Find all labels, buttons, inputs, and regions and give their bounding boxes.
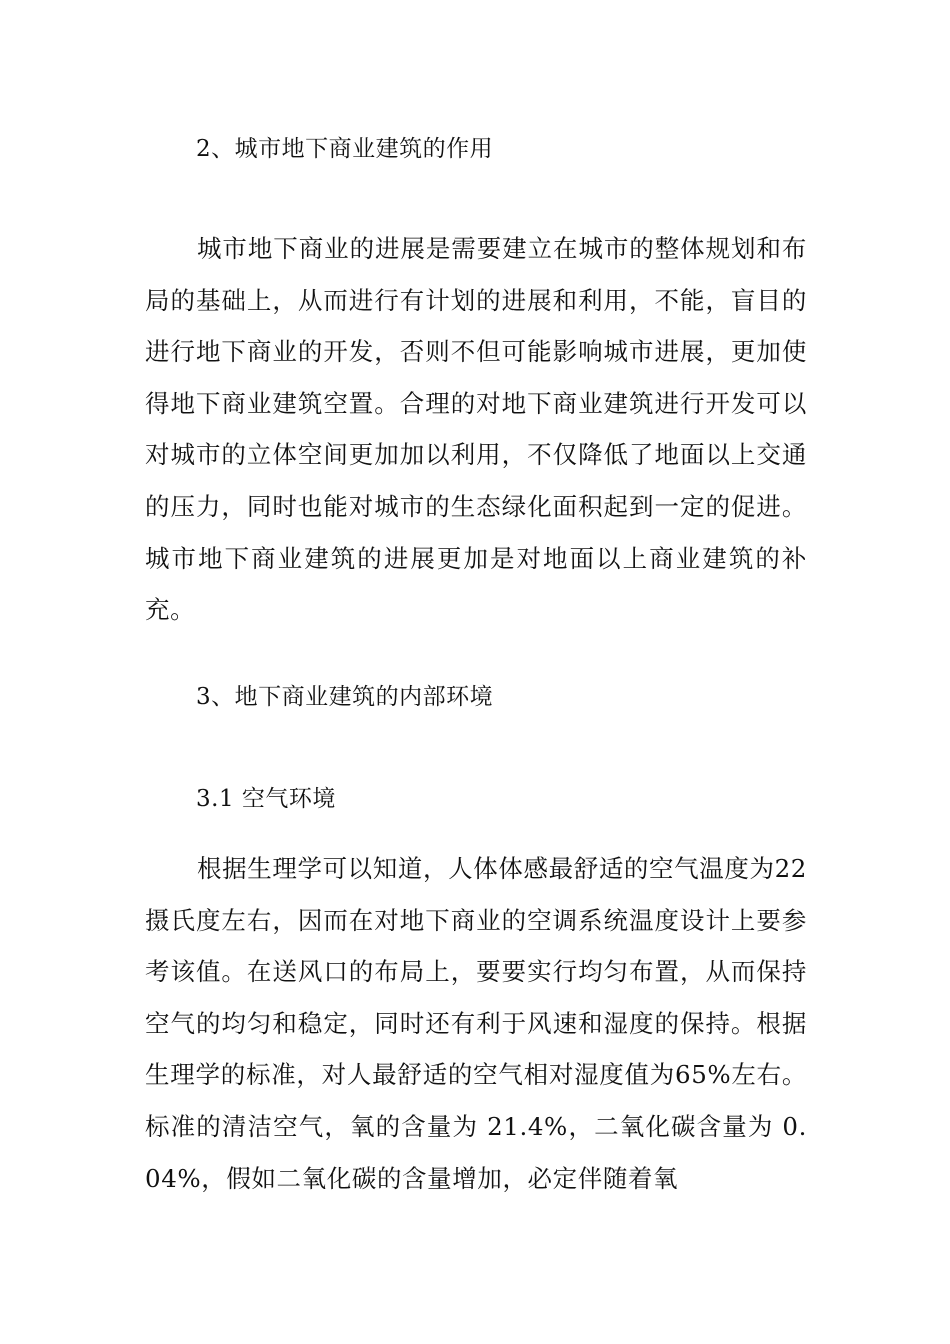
section-heading-2: 2、城市地下商业建筑的作用 [196,136,494,162]
section-3-1-paragraph: 根据生理学可以知道，人体体感最舒适的空气温度为22摄氏度左右，因而在对地下商业的空调系统温度设计上要参考该值。在送风口的布局上，要要实行均匀布置，从而保持空气的均匀和稳定，同时还有利于风速和湿度的保持。根据生理学的标准，对人最舒适的空气相对湿度值为65%左右。标准的清洁空气，氧的含量为 21.4%，二氧化碳含量为 0.04%，假如二氧化碳的含量增加，必定伴随着氧 [145,854,807,1193]
section-2-paragraph: 城市地下商业的进展是需要建立在城市的整体规划和布局的基础上，从而进行有计划的进展和利用，不能，盲目的进行地下商业的开发，否则不但可能影响城市进展，更加使得地下商业建筑空置。合理的对地下商业建筑进行开发可以对城市的立体空间更加加以利用，不仅降低了地面以上交通的压力，同时也能对城市的生态绿化面积起到一定的促进。城市地下商业建筑的进展更加是对地面以上商业建筑的补充。 [145,234,807,625]
section-heading-3: 3、地下商业建筑的内部环境 [196,684,494,710]
section-heading-3-1: 3.1 空气环境 [196,786,336,812]
